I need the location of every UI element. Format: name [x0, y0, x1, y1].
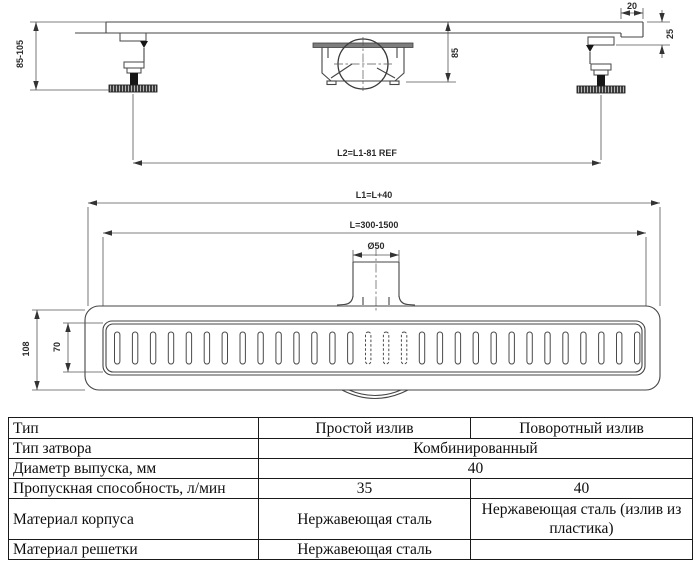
dim-grate-width	[52, 323, 103, 372]
side-view	[15, 1, 675, 163]
table-cell: Простой излив	[259, 418, 471, 439]
row-label: Материал решетки	[9, 540, 259, 560]
table-cell: Нержавеющая сталь	[259, 540, 471, 560]
table-row	[9, 499, 693, 540]
table-cell: Нержавеющая сталь (излив из пластика)	[471, 499, 693, 540]
trap-side	[313, 37, 413, 91]
grate-slots	[115, 332, 640, 364]
svg-text:L=300-1500: L=300-1500	[349, 220, 399, 230]
table-cell: 40	[259, 459, 693, 479]
table-row	[9, 459, 693, 479]
svg-text:85: 85	[450, 47, 460, 59]
dim-end-height	[616, 10, 675, 58]
screw-head	[586, 45, 594, 52]
grate-outer	[103, 321, 645, 375]
left-foot	[109, 33, 157, 92]
table-cell: Нержавеющая сталь	[259, 499, 471, 540]
table-row	[9, 540, 693, 560]
row-label: Пропускная способность, л/мин	[9, 479, 259, 499]
dim-l	[103, 220, 646, 306]
outlet-pipe	[337, 247, 415, 312]
trap-foot-left	[327, 81, 336, 85]
table-cell: 40	[471, 479, 693, 499]
trap-foot-right	[390, 81, 399, 85]
knurled-disc	[109, 85, 157, 92]
table-row	[9, 479, 693, 499]
threaded-rod	[130, 73, 138, 85]
channel-frame	[85, 306, 660, 390]
svg-text:70: 70	[52, 341, 62, 353]
table-cell: Поворотный излив	[471, 418, 693, 439]
row-label: Тип	[9, 418, 259, 439]
svg-text:25: 25	[665, 28, 675, 40]
dim-height-range	[15, 22, 112, 90]
table-cell: Комбинированный	[259, 439, 693, 459]
knurled-disc	[577, 86, 625, 93]
row-label: Диаметр выпуска, мм	[9, 459, 259, 479]
svg-text:L1=L+40: L1=L+40	[355, 190, 393, 200]
dim-end-offset	[621, 1, 643, 19]
dim-l2	[133, 94, 601, 163]
svg-text:20: 20	[626, 1, 638, 11]
dim-trap-depth	[406, 22, 460, 82]
svg-text:Ø50: Ø50	[367, 241, 385, 251]
row-label: Тип затвора	[9, 439, 259, 459]
svg-text:85-105: 85-105	[15, 39, 25, 69]
end-cap	[621, 22, 643, 37]
svg-text:108: 108	[21, 341, 31, 357]
table-cell: 35	[259, 479, 471, 499]
screw-head	[140, 41, 148, 48]
threaded-rod	[597, 75, 605, 86]
table-row	[9, 418, 693, 439]
svg-text:L2=L1-81 REF: L2=L1-81 REF	[337, 148, 397, 158]
table-row	[9, 439, 693, 459]
spec-table	[8, 417, 693, 560]
plan-view	[21, 190, 660, 399]
table-cell	[471, 540, 693, 560]
trap-arc-inner	[349, 390, 401, 396]
row-label: Материал корпуса	[9, 499, 259, 540]
